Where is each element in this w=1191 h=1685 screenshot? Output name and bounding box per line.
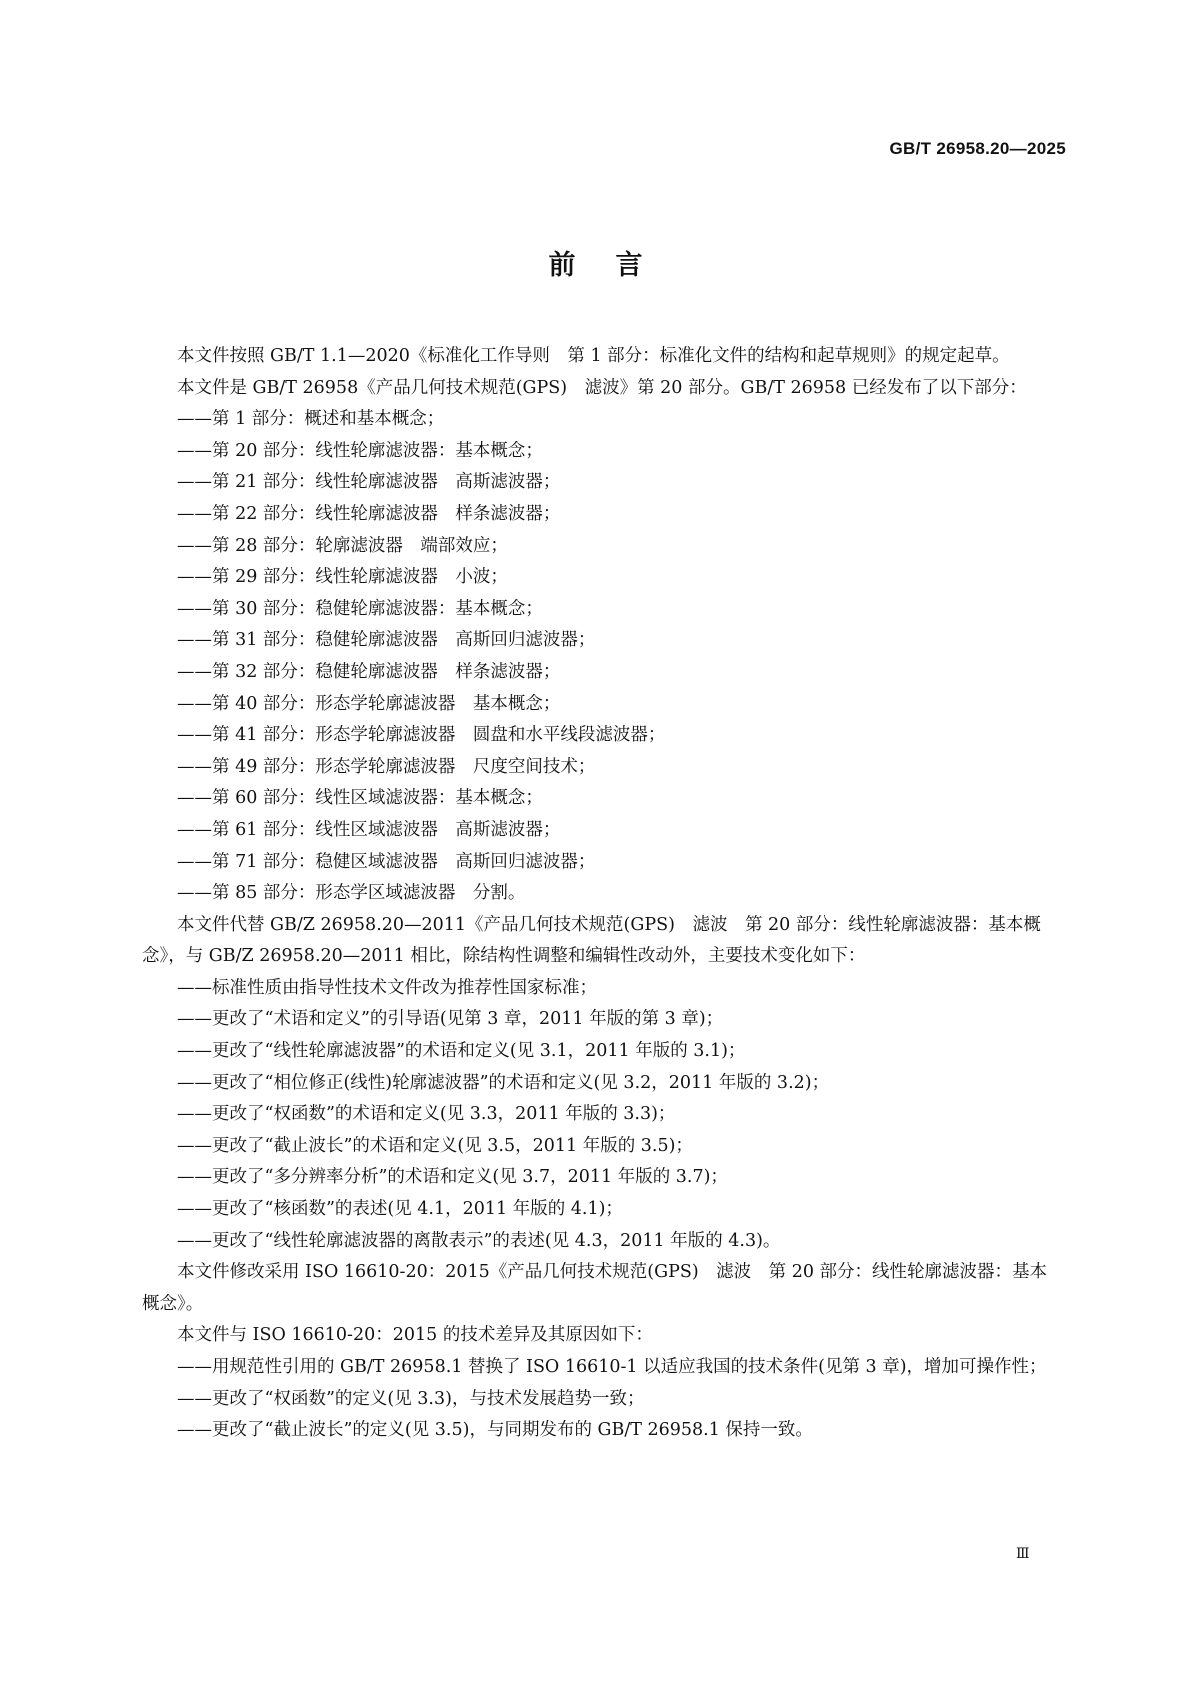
list-item: ——第 20 部分：线性轮廓滤波器：基本概念； — [177, 440, 543, 461]
list-item: ——第 49 部分：形态学轮廓滤波器 尺度空间技术； — [177, 756, 596, 777]
list-item: ——第 21 部分：线性轮廓滤波器 高斯滤波器； — [177, 472, 561, 493]
page-number: Ⅲ — [1016, 1546, 1030, 1562]
list-item: ——更改了“权函数”的术语和定义(见 3.3，2011 年版的 3.3)； — [177, 1104, 676, 1125]
list-item: ——第 28 部分：轮廓滤波器 端部效应； — [177, 535, 508, 556]
list-item: ——第 41 部分：形态学轮廓滤波器 圆盘和水平线段滤波器； — [177, 725, 666, 746]
paragraph: 本文件与 ISO 16610-20：2015 的技术差异及其原因如下： — [177, 1325, 653, 1346]
list-item: ——更改了“多分辨率分析”的术语和定义(见 3.7，2011 年版的 3.7)； — [177, 1167, 728, 1188]
list-item: ——第 85 部分：形态学区域滤波器 分割。 — [177, 883, 526, 904]
list-item: ——更改了“线性轮廓滤波器”的术语和定义(见 3.1，2011 年版的 3.1)； — [177, 1041, 746, 1062]
list-item: ——更改了“术语和定义”的引导语(见第 3 章，2011 年版的第 3 章)； — [177, 1009, 724, 1030]
list-item: ——第 31 部分：稳健轮廓滤波器 高斯回归滤波器； — [177, 630, 596, 651]
list-item: ——第 32 部分：稳健轮廓滤波器 样条滤波器； — [177, 661, 561, 682]
list-item: ——第 71 部分：稳健区域滤波器 高斯回归滤波器； — [177, 851, 596, 872]
list-item: ——更改了“截止波长”的定义(见 3.5)，与同期发布的 GB/T 26958.1 保持一致。 — [177, 1420, 813, 1441]
paragraph: 本文件代替 GB/Z 26958.20—2011《产品几何技术规范(GPS) 滤波 第 20 部分：线性轮廓滤波器：基本概念》，与 GB/Z 26958.20—2011 相比，除结构性调整和编辑性改动外，主要技术变化如下： — [142, 914, 1041, 967]
list-item: ——第 61 部分：线性区域滤波器 高斯滤波器； — [177, 819, 561, 840]
paragraph: 本文件是 GB/T 26958《产品几何技术规范(GPS) 滤波》第 20 部分。GB/T 26958 已经发布了以下部分： — [177, 377, 1027, 398]
list-item: ——更改了“截止波长”的术语和定义(见 3.5，2011 年版的 3.5)； — [177, 1135, 693, 1156]
list-item: ——第 60 部分：线性区域滤波器：基本概念； — [177, 788, 543, 809]
document-number: GB/T 26958.20—2025 — [889, 139, 1066, 158]
list-item: ——第 40 部分：形态学轮廓滤波器 基本概念； — [177, 693, 561, 714]
paragraph: 本文件按照 GB/T 1.1—2020《标准化工作导则 第 1 部分：标准化文件的结构和起草规则》的规定起草。 — [177, 346, 1010, 366]
list-item: ——用规范性引用的 GB/T 26958.1 替换了 ISO 16610-1 以适应我国的技术条件(见第 3 章)，增加可操作性； — [177, 1357, 1047, 1377]
list-item: ——标准性质由指导性技术文件改为推荐性国家标准； — [177, 977, 597, 998]
paragraph: 本文件修改采用 ISO 16610-20：2015《产品几何技术规范(GPS) 滤波 第 20 部分：线性轮廓滤波器：基本概念》。 — [142, 1262, 1048, 1314]
foreword-body — [142, 341, 1060, 1447]
list-item: ——第 29 部分：线性轮廓滤波器 小波； — [177, 567, 508, 588]
list-item: ——更改了“权函数”的定义(见 3.3)，与技术发展趋势一致； — [177, 1388, 645, 1409]
page-title: 前言 — [548, 250, 683, 281]
list-item: ——更改了“线性轮廓滤波器的离散表示”的表述(见 4.3，2011 年版的 4.3)。 — [177, 1230, 781, 1251]
list-item: ——第 22 部分：线性轮廓滤波器 样条滤波器； — [177, 503, 561, 524]
list-item: ——更改了“核函数”的表述(见 4.1，2011 年版的 4.1)； — [177, 1199, 623, 1220]
list-item: ——第 30 部分：稳健轮廓滤波器：基本概念； — [177, 598, 543, 619]
list-item: ——更改了“相位修正(线性)轮廓滤波器”的术语和定义(见 3.2，2011 年版的 3.2)； — [177, 1072, 830, 1093]
list-item: ——第 1 部分：概述和基本概念； — [177, 409, 445, 430]
